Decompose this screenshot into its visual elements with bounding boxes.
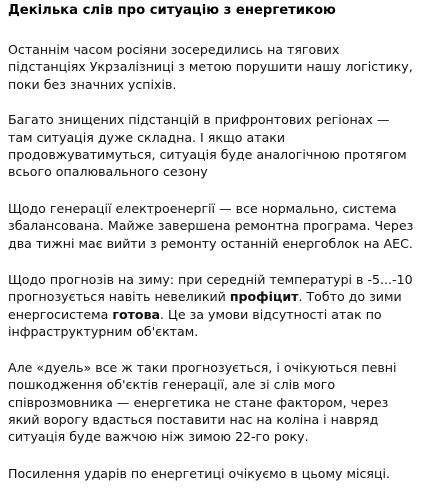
paragraph-text: Щодо генерації електроенергії — все нормально, система збалансована. Майже завершена ремонтна програма. Через два тижні має вийти з ремонту останній енергоблок на АЕС.: [8, 200, 414, 251]
message-post: [0, 2, 425, 482]
paragraph-winter-forecast: [8, 271, 417, 341]
paragraph-logistics: [8, 41, 417, 93]
paragraph-generation: [8, 200, 417, 252]
paragraph-text: Посилення ударів по енергетиці очікуємо в цьому місяці.: [8, 465, 391, 481]
paragraph-strikes: [8, 465, 417, 482]
post-title: Декілька слів про ситуацію з енергетикою: [8, 3, 336, 18]
bold-text-surplus: профіцит: [229, 289, 299, 305]
paragraph-text: Багато знищених підстанцій в прифронтових регіонах — там ситуація дуже складна. І якщо атаки продовжуватимуться, ситуація буде аналогічною протягом всього опалювального сезону: [8, 112, 407, 180]
paragraph-text: . Це за умови відсутності атак по інфраструктурним об'єктам.: [8, 306, 382, 340]
paragraph-text: . Тобто до зими енергосистема: [8, 289, 402, 322]
paragraph-text: Останнім часом росіяни зосередились на тягових підстанціях Укрзалізниці з метою порушити нашу логістику, поки без значних успіхів.: [8, 42, 413, 92]
bold-text-ready: готова: [112, 306, 161, 322]
paragraph-text: Але «дуель» все ж таки прогнозується, і очікуються певні пошкодження об'єктів генерації, але зі слів мого співрозмовника — енергетика не стане фактором, через який ворогу вдасться поставити нас на коліна і навряд ситуація буде важчою ніж зимою 22-го року.: [8, 359, 397, 445]
paragraph-text: Щодо прогнозів на зиму: при середній температурі в -5...-10 прогнозується навіть невеликий: [8, 272, 413, 305]
paragraph-duel: [8, 359, 417, 446]
paragraph-substations: [8, 111, 417, 181]
